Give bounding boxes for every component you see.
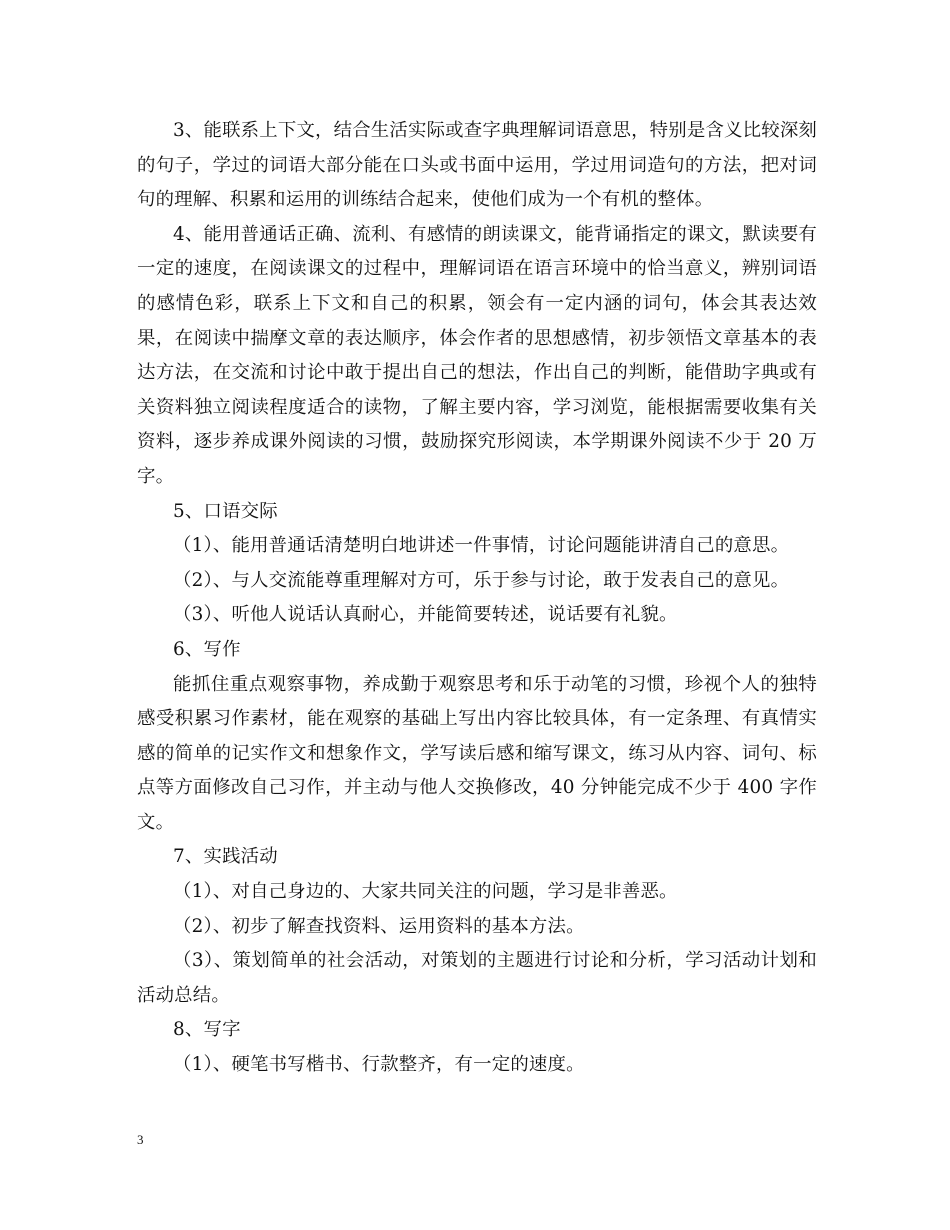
practice-item-2: （2）、初步了解查找资料、运用资料的基本方法。 [173,915,585,937]
writing-paragraph: 能抓住重点观察事物，养成勤于观察思考和乐于动笔的习惯，珍视个人的独特感受积累习作素材，能在观察的基础上写出内容比较具体，有一定条理、有真情实感的简单的记实作文和想象作文，学写读后感和缩写课文，练习从内容、词句、标点等方面修改自己习作，并主动与他人交换修改，40 分钟能完成不少于 400 字作文。 [137,673,817,833]
section-heading-handwriting: 8、写字 [173,1019,241,1041]
section-heading-practice: 7、实践活动 [173,846,278,868]
practice-item-1: （1）、对自己身边的、大家共同关注的问题，学习是非善恶。 [173,881,678,903]
section-heading-oral-communication: 5、口语交际 [173,500,278,522]
oral-item-3: （3）、听他人说话认真耐心，并能简要转述，说话要有礼貌。 [173,604,678,626]
oral-item-2: （2）、与人交流能尊重理解对方可，乐于参与讨论，敢于发表自己的意见。 [173,569,790,591]
oral-item-1: （1）、能用普通话清楚明白地讲述一件事情，讨论问题能讲清自己的意思。 [173,535,790,557]
paragraph-item-4: 4、能用普通话正确、流利、有感情的朗读课文，能背诵指定的课文，默读要有一定的速度，在阅读课文的过程中，理解词语在语言环境中的恰当意义，辨别词语的感情色彩，联系上下文和自己的积累，领会有一定内涵的词句，体会其表达效果，在阅读中揣摩文章的表达顺序，体会作者的思想感情，初步领悟文章基本的表达方法，在交流和讨论中敢于提出自己的想法，作出自己的判断，能借助字典或有关资料独立阅读程度适合的读物，了解主要内容，学习浏览，能根据需要收集有关资料，逐步养成课外阅读的习惯，鼓励探究形阅读，本学期课外阅读不少于 20 万字。 [137,223,817,487]
handwriting-item-1: （1）、硬笔书写楷书、行款整齐，有一定的速度。 [173,1054,585,1076]
paragraph-item-3: 3、能联系上下文，结合生活实际或查字典理解词语意思，特别是含义比较深刻的句子，学过的词语大部分能在口头或书面中运用，学过用词造句的方法，把对词句的理解、积累和运用的训练结合起来，使他们成为一个有机的整体。 [137,120,817,211]
section-heading-writing: 6、写作 [173,638,241,660]
practice-item-3: （3）、策划简单的社会活动，对策划的主题进行讨论和分析，学习活动计划和活动总结。 [137,950,817,1006]
document-body [137,114,817,1083]
page-number: 3 [137,1132,144,1147]
